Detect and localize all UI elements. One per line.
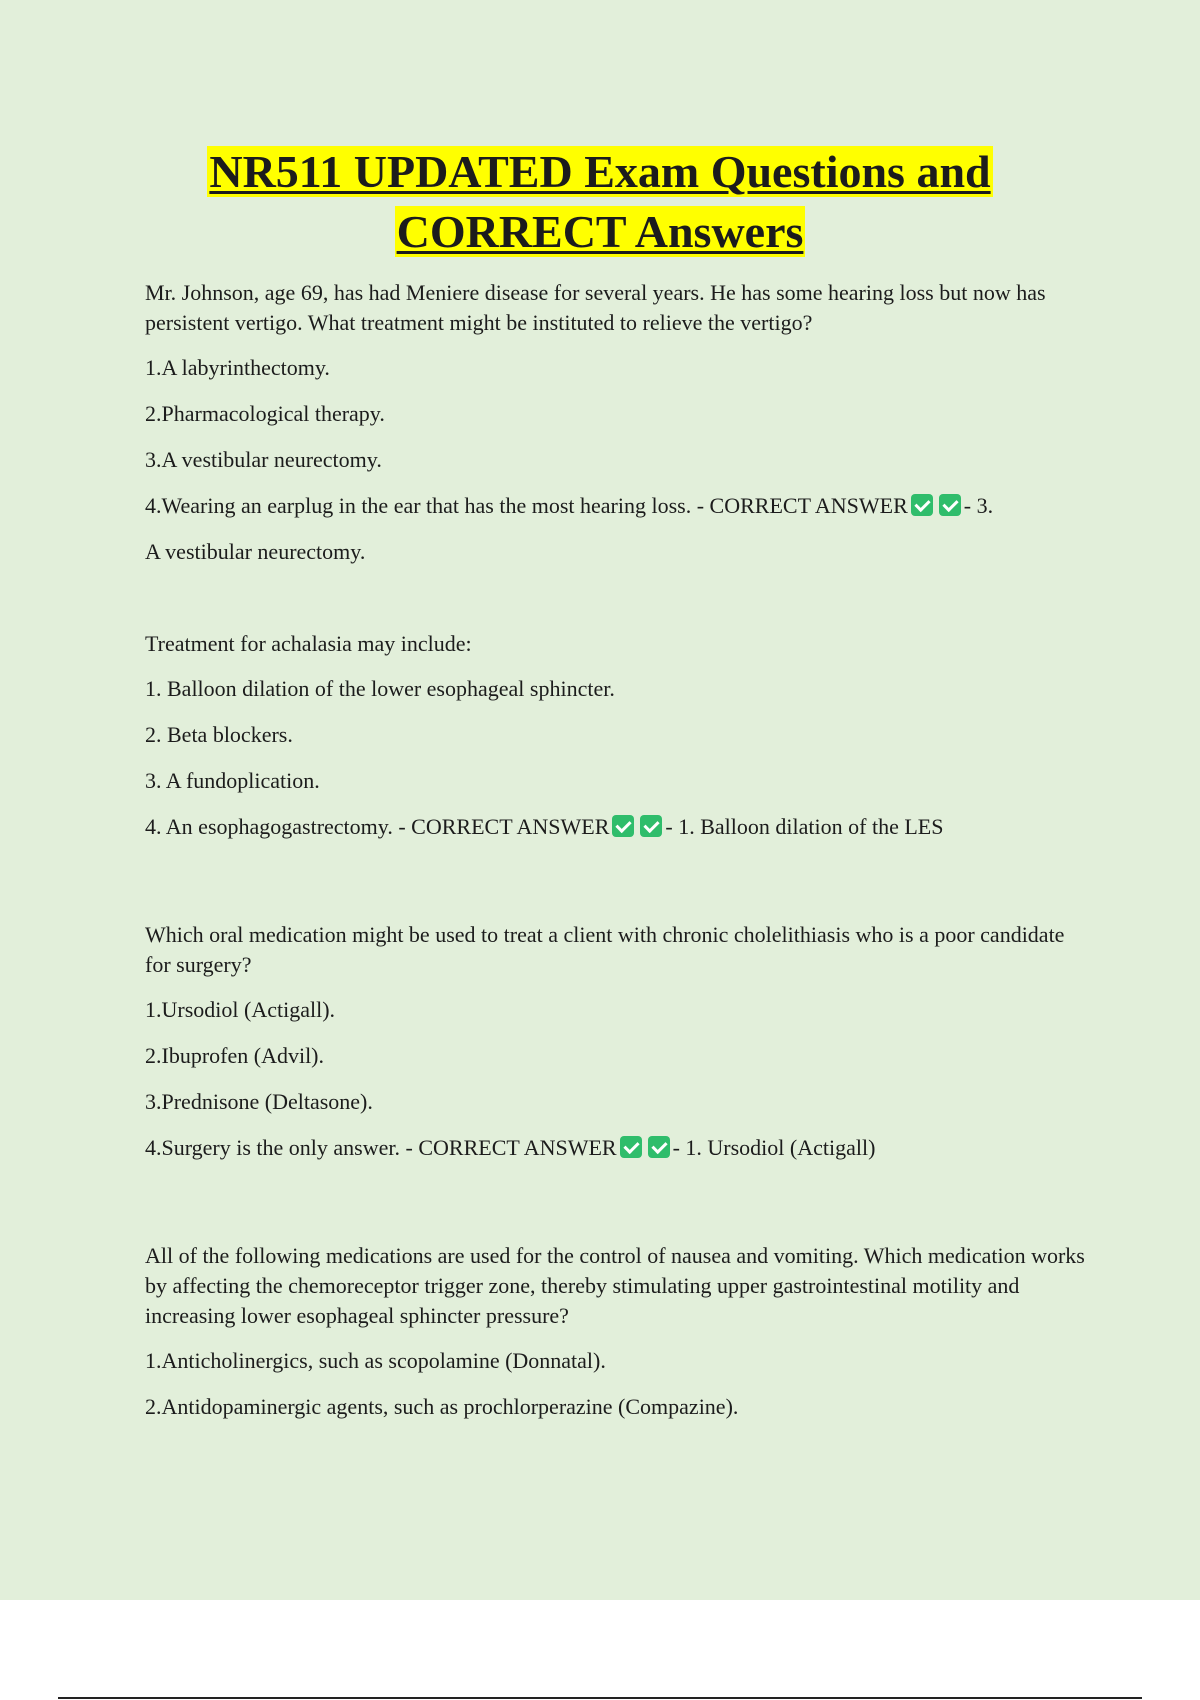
correct-answer-label: - CORRECT ANSWER: [696, 493, 908, 518]
answer-option: 2. Beta blockers.: [145, 722, 293, 747]
answer-option: 4.Wearing an earplug in the ear that has the most hearing loss.: [145, 493, 692, 518]
question-prompt: Treatment for achalasia may include:: [145, 631, 472, 656]
answer-line: [145, 491, 1095, 521]
answer-option: 4.Surgery is the only answer.: [145, 1135, 401, 1160]
correct-answer-continued: A vestibular neurectomy.: [145, 539, 366, 564]
question-block: [145, 278, 1095, 567]
footer-divider: [58, 1697, 1142, 1699]
question-block: [145, 920, 1095, 1163]
answer-option: 2.Ibuprofen (Advil).: [145, 1043, 325, 1068]
answer-option: 3.Prednisone (Deltasone).: [145, 1089, 373, 1114]
answer-option: 2.Antidopaminergic agents, such as prochlorperazine (Compazine).: [145, 1394, 739, 1419]
correct-answer-label: - CORRECT ANSWER: [398, 814, 610, 839]
answer-line: [145, 1133, 1095, 1163]
question-block: [145, 1241, 1095, 1422]
title-line-2: CORRECT Answers: [396, 206, 804, 257]
correct-answer: - 1. Balloon dilation of the LES: [665, 814, 944, 839]
check-box-icon: [612, 815, 634, 837]
answer-option: 3. A fundoplication.: [145, 768, 320, 793]
question-block: [145, 629, 1095, 842]
check-box-icon: [620, 1136, 642, 1158]
question-prompt: Which oral medication might be used to treat a client with chronic cholelithiasis who is a poor candidate for surgery?: [145, 922, 1065, 977]
correct-answer-label: - CORRECT ANSWER: [405, 1135, 617, 1160]
question-list: [145, 278, 1095, 1438]
answer-line: [145, 812, 1095, 842]
question-prompt: Mr. Johnson, age 69, has had Meniere disease for several years. He has some hearing loss but now has persistent vertigo. What treatment might be instituted to relieve the vertigo?: [145, 280, 1046, 335]
document-title: [0, 142, 1200, 262]
correct-answer: - 1. Ursodiol (Actigall): [672, 1135, 876, 1160]
question-prompt: All of the following medications are used for the control of nausea and vomiting. Which medication works by affecting the chemoreceptor trigger zone, thereby stimulating upper gastrointestinal motility and increasing lower esophageal sphincter pressure?: [145, 1243, 1085, 1328]
check-box-icon: [911, 494, 933, 516]
answer-option: 3.A vestibular neurectomy.: [145, 447, 382, 472]
answer-option: 2.Pharmacological therapy.: [145, 401, 385, 426]
answer-option: 1.Anticholinergics, such as scopolamine (Donnatal).: [145, 1348, 606, 1373]
answer-option: 1.Ursodiol (Actigall).: [145, 997, 336, 1022]
check-box-icon: [640, 815, 662, 837]
correct-answer: - 3.: [963, 493, 994, 518]
check-box-icon: [939, 494, 961, 516]
check-box-icon: [648, 1136, 670, 1158]
answer-option: 4. An esophagogastrectomy.: [145, 814, 393, 839]
title-line-1: NR511 UPDATED Exam Questions and: [209, 146, 991, 197]
answer-option: 1. Balloon dilation of the lower esophageal sphincter.: [145, 676, 615, 701]
answer-option: 1.A labyrinthectomy.: [145, 355, 330, 380]
